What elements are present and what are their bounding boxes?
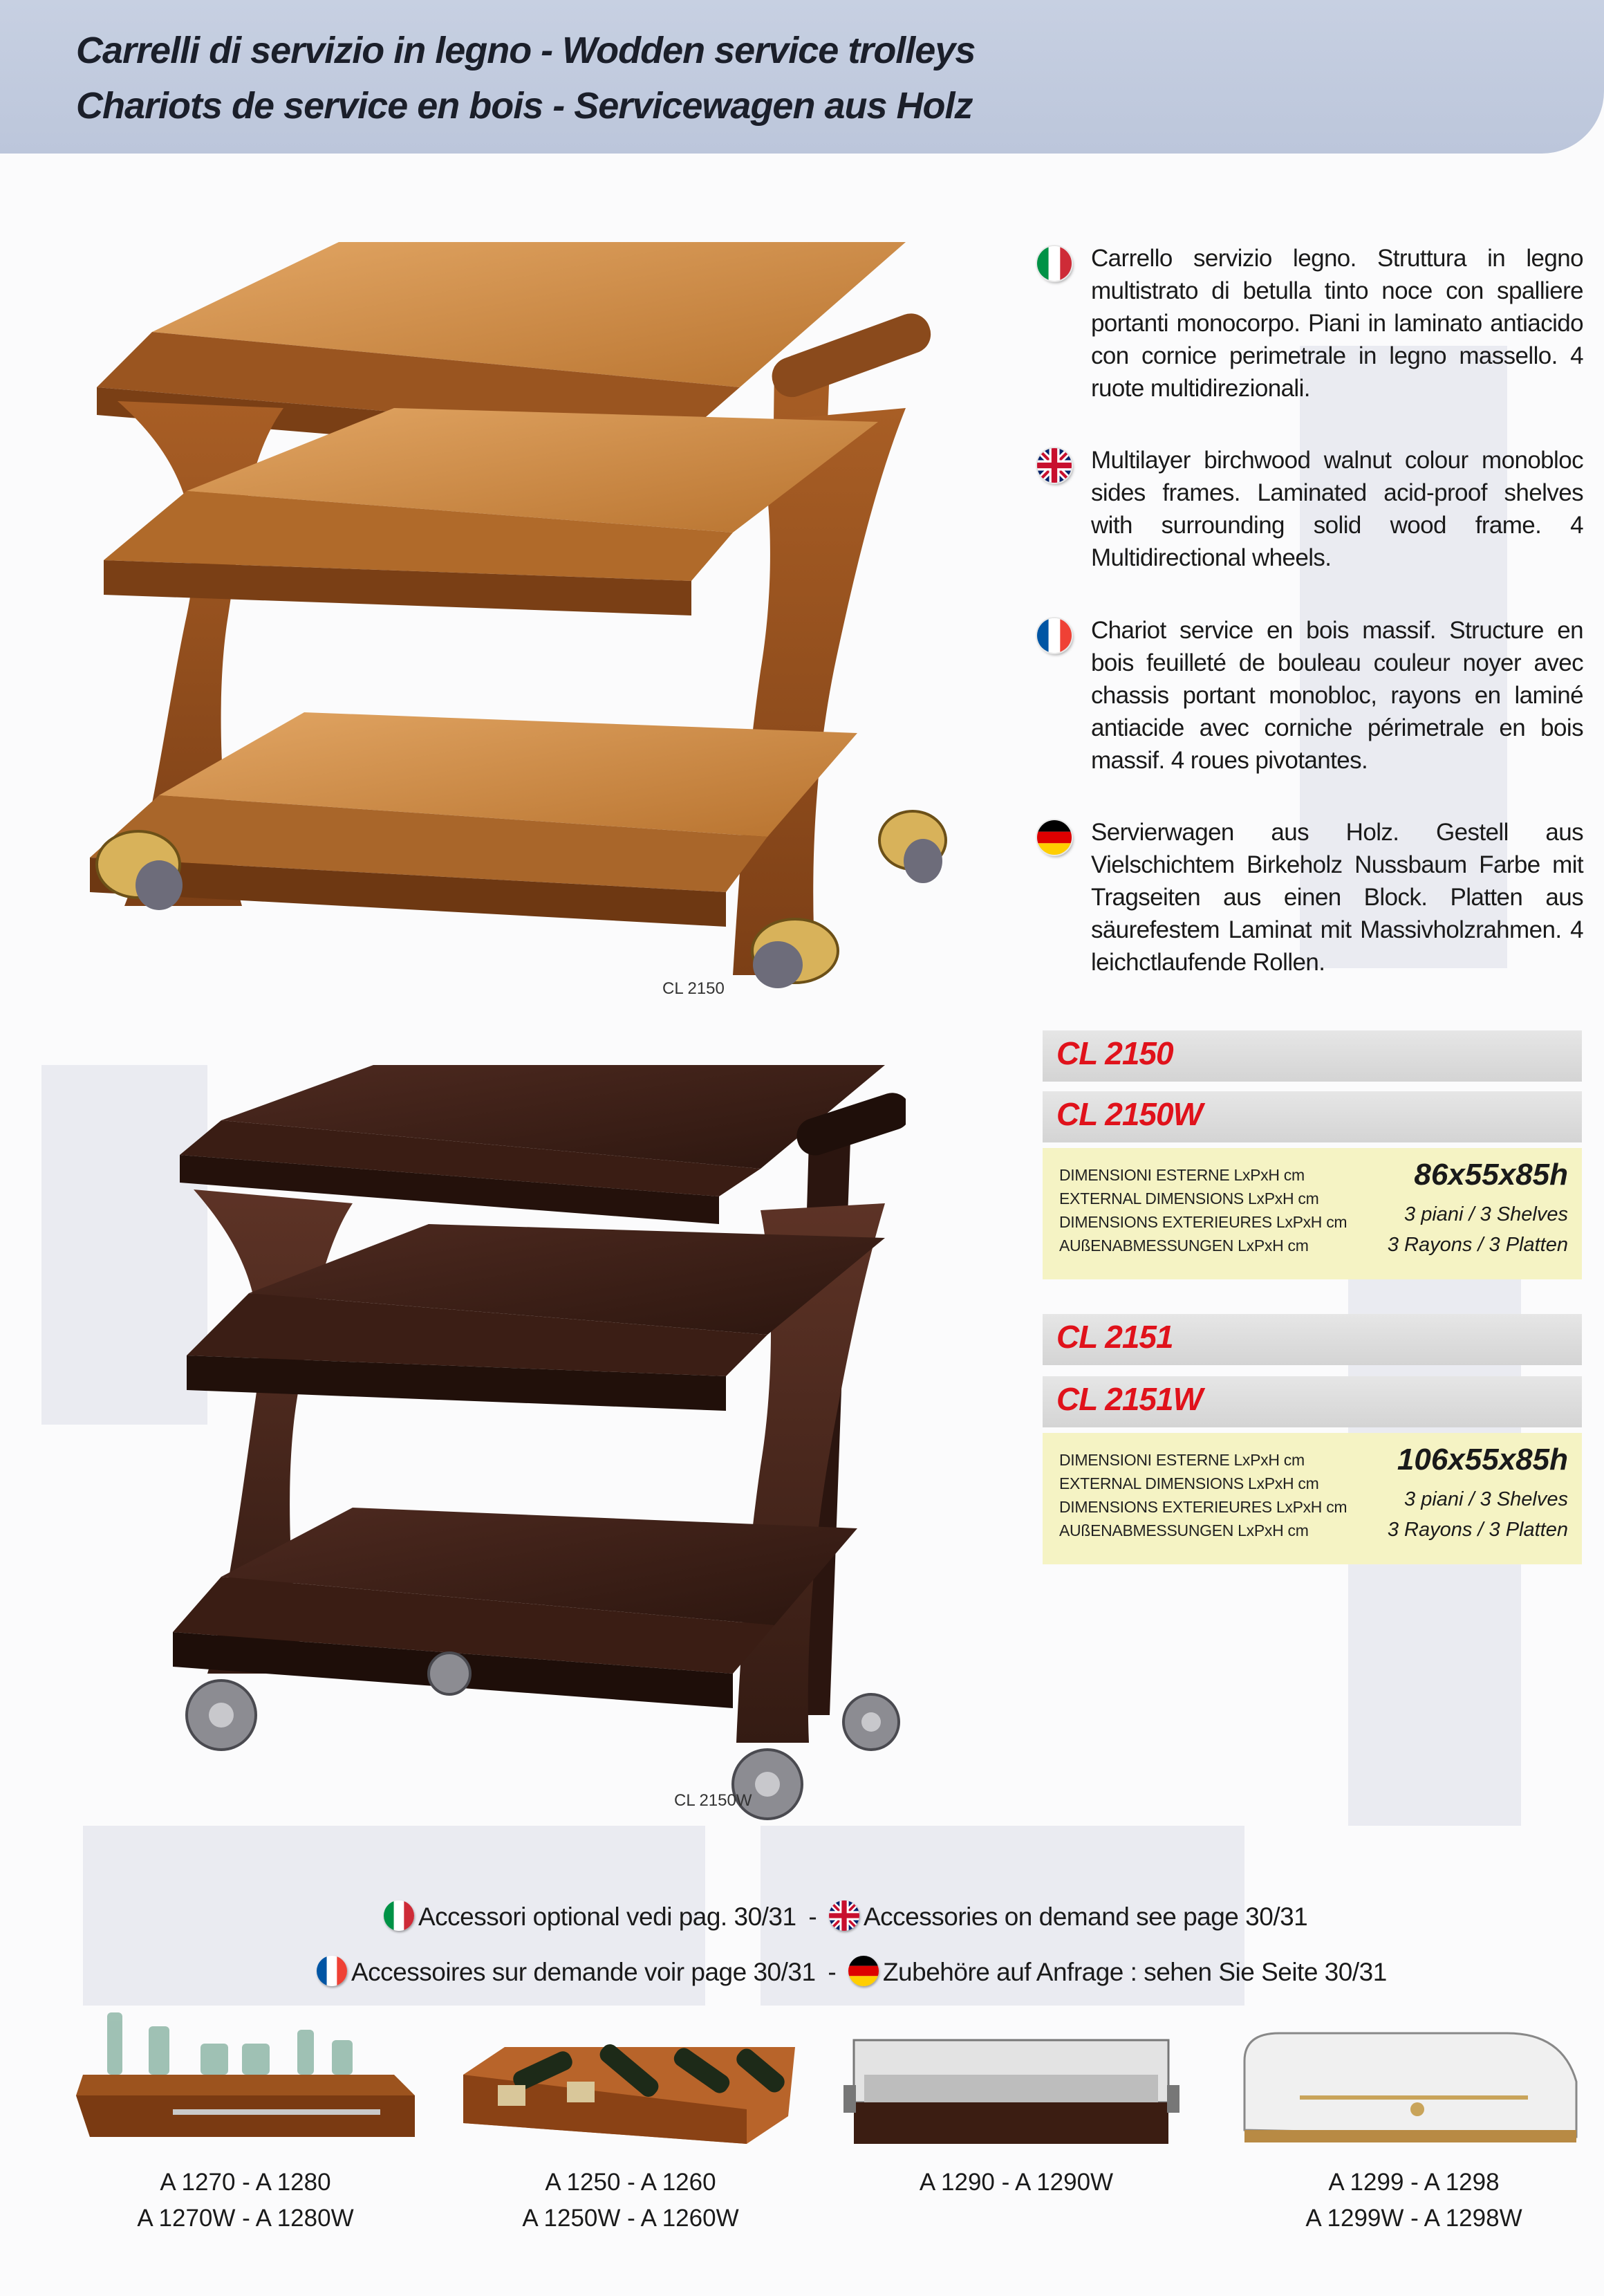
accessories-note-it: Accessori optional vedi pag. 30/31 <box>418 1902 796 1931</box>
product-caption-cl2150w: CL 2150W <box>674 1791 752 1810</box>
page-header <box>0 0 1604 154</box>
shelves-count-line-2: 3 Rayons / 3 Platten <box>1387 1519 1568 1541</box>
shelves-count-line-1: 3 piani / 3 Shelves <box>1404 1488 1568 1510</box>
accessories-note-fr: Accessoires sur demande voir page 30/31 <box>351 1958 816 1986</box>
accessories-note-en: Accessories on demand see page 30/31 <box>863 1902 1308 1931</box>
dimension-labels <box>1059 1448 1347 1542</box>
accessory-code-a1250 <box>478 2165 783 2237</box>
product-caption-cl2150: CL 2150 <box>662 979 725 998</box>
accessories-note-line-2 <box>317 1956 1387 1987</box>
dimension-label-fr: DIMENSIONS EXTERIEURES LxPxH cm <box>1059 1213 1347 1231</box>
trolley-cl2150-image <box>76 228 975 1017</box>
description-block <box>1037 242 1583 1010</box>
model-code: CL 2150W <box>1056 1096 1203 1132</box>
accessories-note-line-1 <box>384 1900 1307 1932</box>
dimension-label-de: AUßENABMESSUNGEN LxPxH cm <box>1059 1237 1309 1255</box>
description-text-it: Carrello servizio legno. Struttura in legno multistrato di betulla tinto noce con spalliere portanti monocorpo. Piani in laminato antiacido con cornice perimetrale in legno massello. 4 ruote multidirezionali. <box>1091 245 1583 402</box>
accessory-code-a1290 <box>864 2165 1168 2201</box>
dimensions-value: 106x55x85h <box>1397 1443 1568 1476</box>
accessory-display-case-image <box>843 2033 1182 2151</box>
accessory-code-a1299 <box>1262 2165 1566 2237</box>
uk-flag-icon <box>829 1900 859 1931</box>
accessory-code-line-2: A 1250W - A 1260W <box>522 2205 739 2232</box>
separator: - <box>808 1902 817 1931</box>
model-code-bar <box>1043 1030 1582 1082</box>
shelves-count-line-2: 3 Rayons / 3 Platten <box>1387 1234 1568 1256</box>
shelves-count-line-1: 3 piani / 3 Shelves <box>1404 1203 1568 1225</box>
germany-flag-icon <box>848 1956 879 1986</box>
spec-table-cl2151 <box>1043 1433 1582 1564</box>
model-code-bar <box>1043 1376 1582 1427</box>
page-title-line-1: Carrelli di servizio in legno - Wodden service trolleys <box>76 30 976 71</box>
dimension-label-en: EXTERNAL DIMENSIONS LxPxH cm <box>1059 1189 1319 1207</box>
description-text-de: Servierwagen aus Holz. Gestell aus Vielschichtem Birkeholz Nussbaum Farbe mit Tragseiten aus einen Block. Platten aus säurefestem Laminat mit Massivholzrahmen. 4 leichctlaufende Rollen. <box>1091 819 1583 976</box>
accessory-code-line-1: A 1270 - A 1280 <box>160 2169 331 2196</box>
france-flag-icon <box>317 1956 347 1986</box>
accessory-code-line-1: A 1290 - A 1290W <box>919 2169 1114 2196</box>
germany-flag-icon <box>1037 820 1072 855</box>
dimension-labels <box>1059 1163 1347 1257</box>
trolley-cl2150w-image <box>166 1051 906 1826</box>
accessory-bottle-rack-image <box>69 2006 422 2151</box>
dimensions-value: 86x55x85h <box>1414 1158 1568 1192</box>
accessory-code-a1270 <box>93 2165 398 2237</box>
accessory-code-line-1: A 1250 - A 1260 <box>545 2169 716 2196</box>
accessory-wine-rack-image <box>456 2033 802 2151</box>
italy-flag-icon <box>1037 246 1072 281</box>
description-text-fr: Chariot service en bois massif. Structure en bois feuilleté de bouleau couleur noyer avec chassis portant monobloc, rayons en laminé antiacide avec corniche périmetrale en bois massif. 4 roues pivotantes. <box>1091 617 1583 774</box>
model-code-bar <box>1043 1091 1582 1142</box>
accessory-dome-cover-image <box>1231 2019 1590 2151</box>
model-code: CL 2151 <box>1056 1319 1173 1355</box>
dimension-label-it: DIMENSIONI ESTERNE LxPxH cm <box>1059 1451 1305 1469</box>
accessory-code-line-1: A 1299 - A 1298 <box>1328 2169 1500 2196</box>
dimension-label-en: EXTERNAL DIMENSIONS LxPxH cm <box>1059 1474 1319 1492</box>
description-text-en: Multilayer birchwood walnut colour monobloc sides frames. Laminated acid-proof shelves with surrounding solid wood frame. 4 Multidirectional wheels. <box>1091 447 1583 571</box>
model-code: CL 2150 <box>1056 1035 1173 1071</box>
italy-flag-icon <box>384 1900 414 1931</box>
page-title-line-2: Chariots de service en bois - Servicewagen aus Holz <box>76 85 973 127</box>
uk-flag-icon <box>1037 448 1072 483</box>
dimension-label-it: DIMENSIONI ESTERNE LxPxH cm <box>1059 1166 1305 1184</box>
accessory-code-line-2: A 1270W - A 1280W <box>137 2205 354 2232</box>
accessory-code-line-2: A 1299W - A 1298W <box>1305 2205 1522 2232</box>
accessories-note-de: Zubehöre auf Anfrage : sehen Sie Seite 30/31 <box>882 1958 1387 1986</box>
spec-table-cl2150 <box>1043 1148 1582 1279</box>
dimension-label-de: AUßENABMESSUNGEN LxPxH cm <box>1059 1521 1309 1539</box>
separator: - <box>828 1958 837 1986</box>
dimension-label-fr: DIMENSIONS EXTERIEURES LxPxH cm <box>1059 1498 1347 1516</box>
france-flag-icon <box>1037 618 1072 653</box>
model-code-bar <box>1043 1314 1582 1365</box>
model-code: CL 2151W <box>1056 1381 1203 1417</box>
